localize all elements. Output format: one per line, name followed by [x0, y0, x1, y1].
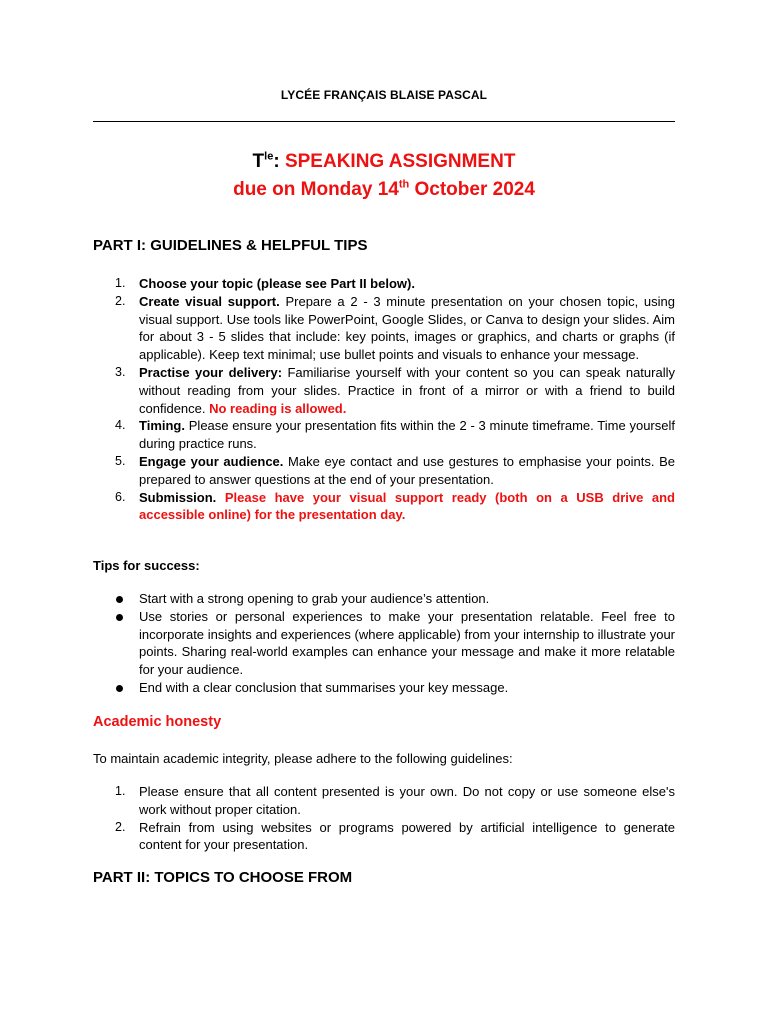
- tip-item: [93, 608, 675, 679]
- guideline-item: [93, 364, 675, 417]
- bullet-icon: [116, 614, 123, 621]
- tip-item: [93, 679, 675, 697]
- item-lead: Engage your audience.: [139, 453, 284, 469]
- item-lead: Choose your topic (please see Part II below).: [139, 276, 415, 291]
- rule-text: Refrain from using websites or programs powered by artificial intelligence to generate content for your presentation.: [139, 819, 675, 853]
- tips-heading: Tips for success:: [93, 558, 200, 573]
- honesty-rules-list: [93, 783, 675, 854]
- academic-honesty-heading: Academic honesty: [93, 714, 222, 730]
- due-date-prefix: due on Monday 14: [233, 179, 399, 200]
- guideline-item: [93, 417, 675, 453]
- due-date-superscript: th: [398, 178, 410, 191]
- item-lead: Timing.: [139, 418, 185, 434]
- item-lead: Submission.: [139, 489, 217, 505]
- item-number: 3.: [115, 364, 126, 379]
- tip-text: Use stories or personal experiences to make your presentation relatable. Feel free to incorporate insights and experiences (where applicable) from your internship to illustrate your points. Sharing real-world examples can enhance your message and make it more relatable for your audience.: [139, 608, 675, 678]
- item-number: 5.: [115, 453, 126, 468]
- tip-item: [93, 590, 675, 608]
- title-assignment-name: SPEAKING ASSIGNMENT: [279, 151, 516, 172]
- item-number: 1.: [115, 784, 126, 798]
- item-number: 1.: [115, 276, 126, 290]
- assignment-title: [93, 148, 675, 204]
- class-level-superscript: le: [264, 150, 274, 163]
- bullet-icon: [116, 685, 123, 692]
- item-number: 4.: [115, 418, 126, 433]
- guidelines-list: [93, 275, 675, 524]
- tip-text: End with a clear conclusion that summarises your key message.: [139, 679, 509, 695]
- item-lead: Create visual support.: [139, 293, 280, 309]
- item-text: Prepare a 2 - 3 minute presentation on your chosen topic, using visual support. Use tools like PowerPoint, Google Slides, or Canva to design your slides. Aim for about 3 - 5 slides that include: key points, images or graphics, and charts or graphs (if applicable). Keep text minimal; use bullet points and visuals to enhance your message.: [139, 293, 675, 363]
- bullet-icon: [116, 596, 123, 603]
- item-number: 6.: [115, 489, 126, 504]
- tips-list: [93, 590, 675, 697]
- class-level: T: [252, 151, 265, 172]
- item-text: [216, 490, 225, 505]
- honesty-rule-item: [93, 783, 675, 819]
- header-divider: [93, 121, 675, 122]
- honesty-rule-item: [93, 819, 675, 855]
- guideline-item: [93, 293, 675, 364]
- rule-text: Please ensure that all content presented is your own. Do not copy or use someone else's work without proper citation.: [139, 784, 675, 817]
- academic-honesty-intro: To maintain academic integrity, please adhere to the following guidelines:: [93, 751, 513, 766]
- part1-heading: PART I: GUIDELINES & HELPFUL TIPS: [93, 237, 368, 254]
- guideline-item: [93, 453, 675, 489]
- item-text: Familiarise yourself with your content so you can speak naturally without reading from your slides. Practice in front of a mirror or with a friend to build confidence.: [139, 364, 675, 416]
- part2-heading: PART II: TOPICS TO CHOOSE FROM: [93, 869, 353, 886]
- due-date-suffix: October 2024: [409, 179, 535, 200]
- title-line-2: [93, 176, 675, 204]
- item-text: Please ensure your presentation fits within the 2 - 3 minute timeframe. Time yourself during practice runs.: [139, 418, 675, 452]
- item-text: Make eye contact and use gestures to emphasise your points. Be prepared to answer questions at the end of your presentation.: [139, 453, 675, 487]
- item-number: 2.: [115, 819, 126, 834]
- item-warning: Please have your visual support ready (both on a USB drive and accessible online) for the presentation day.: [139, 489, 675, 523]
- tip-text: Start with a strong opening to grab your audience’s attention.: [139, 591, 490, 606]
- item-warning: No reading is allowed.: [209, 400, 347, 416]
- title-colon: :: [273, 151, 280, 172]
- guideline-item: [93, 489, 675, 525]
- guideline-item: [93, 275, 675, 293]
- school-name: LYCÉE FRANÇAIS BLAISE PASCAL: [280, 88, 488, 102]
- item-number: 2.: [115, 293, 126, 308]
- item-lead: Practise your delivery:: [139, 364, 283, 380]
- title-line-1: [93, 148, 675, 176]
